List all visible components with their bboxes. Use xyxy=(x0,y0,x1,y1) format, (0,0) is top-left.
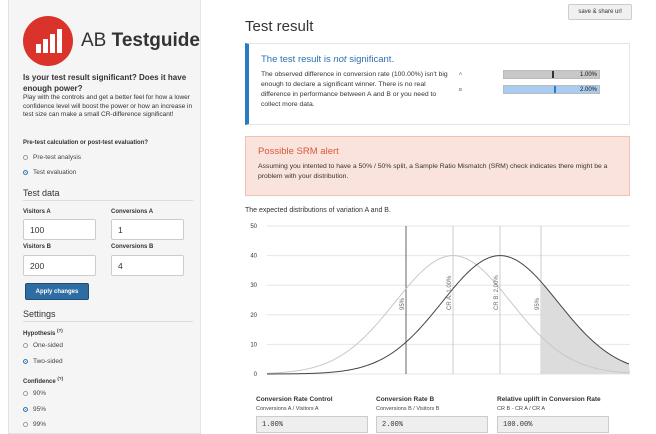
cr-b-field[interactable]: 2.00% xyxy=(376,416,488,433)
y-tick-label: 30 xyxy=(250,283,257,290)
annotation-label: 95% xyxy=(400,297,406,310)
brand-bold: Testguide xyxy=(111,30,200,51)
sidebar xyxy=(8,0,201,434)
visitors-a-label: Visitors A xyxy=(23,209,51,215)
sidebar-intro: Play with the controls and get a better feel for how a lower confidence level will boost the power or how an increase in test size can make a small CR-difference significant! xyxy=(23,94,193,118)
hypothesis-label xyxy=(23,328,63,337)
confidence-help-icon[interactable]: (?) xyxy=(57,376,64,381)
sidebar-question: Is your test result significant? Does it have enough power? xyxy=(23,73,187,93)
distribution-title: The expected distributions of variation A and B. xyxy=(245,207,391,214)
hypothesis-label-text: Hypothesis xyxy=(23,331,56,337)
y-tick-label: 50 xyxy=(250,224,257,230)
radio-label: 90% xyxy=(33,390,47,397)
srm-alert xyxy=(245,136,630,196)
visitors-a-input[interactable]: 100 xyxy=(23,219,96,240)
visitors-b-input[interactable]: 200 xyxy=(23,255,96,276)
y-tick-label: 40 xyxy=(250,253,257,260)
cr-control-field[interactable]: 1.00% xyxy=(256,416,368,433)
confidence-label xyxy=(23,376,63,385)
cr-marker-a xyxy=(552,71,554,78)
cr-bar-b-value: 2.00% xyxy=(579,87,597,93)
radio-confidence-90[interactable] xyxy=(23,390,46,397)
save-share-url-button[interactable]: save & share url xyxy=(568,4,632,20)
distribution-chart xyxy=(245,218,635,376)
radio-label: Pre-test analysis xyxy=(33,154,82,161)
result-panel xyxy=(245,43,630,125)
radio-two-sided[interactable] xyxy=(23,358,63,365)
y-tick-label: 20 xyxy=(250,312,257,319)
radio-dot[interactable] xyxy=(23,391,28,396)
result-title-pre: The test result is xyxy=(261,54,334,65)
logo-bar-chart-icon xyxy=(23,16,73,66)
annotation-label: CR B: 2.00% xyxy=(494,275,500,310)
uplift-field[interactable]: 100.00% xyxy=(497,416,609,433)
page-title: Test result xyxy=(245,18,314,35)
radio-confidence-95[interactable] xyxy=(23,406,46,413)
radio-dot[interactable] xyxy=(23,343,28,348)
divider xyxy=(23,321,193,322)
radio-pre-test[interactable] xyxy=(23,154,81,161)
conversions-b-label: Conversions B xyxy=(111,244,154,250)
conversions-a-input[interactable]: 1 xyxy=(111,219,184,240)
confidence-label-text: Confidence xyxy=(23,379,56,385)
col-cr-control-heading: Conversion Rate Control xyxy=(256,396,333,403)
y-tick-label: 0 xyxy=(253,372,257,376)
logo[interactable] xyxy=(23,16,200,66)
cr-bar-b xyxy=(503,85,600,94)
divider xyxy=(23,200,193,201)
cr-bar-a xyxy=(503,70,600,79)
radio-confidence-99[interactable] xyxy=(23,421,46,428)
srm-title: Possible SRM alert xyxy=(258,146,339,157)
radio-label: Test evaluation xyxy=(33,169,77,176)
col-cr-b-heading: Conversion Rate B xyxy=(376,396,435,403)
result-title-em: not xyxy=(333,54,347,65)
apply-changes-button[interactable]: Apply changes xyxy=(25,283,89,300)
settings-heading: Settings xyxy=(23,309,56,319)
brand-name xyxy=(81,30,200,52)
result-text: The observed difference in conversion rate (100.00%) isn't big enough to declare a significant winner. There is no real difference in performance between A and B or you need to collect more data. xyxy=(261,71,448,108)
brand-light: AB xyxy=(81,30,112,51)
srm-text: Assuming you intented to have a 50% / 50% split, a Sample Ratio Mismatch (SRM) check indicates there might be a problem with your distribution. xyxy=(258,163,608,180)
col-cr-b-sub: Conversions B / Visitors B xyxy=(376,406,440,412)
radio-one-sided[interactable] xyxy=(23,342,63,349)
radio-label: One-sided xyxy=(33,342,63,349)
y-tick-label: 10 xyxy=(250,342,257,349)
radio-dot[interactable] xyxy=(23,422,28,427)
visitors-b-label: Visitors B xyxy=(23,244,51,250)
power-area xyxy=(541,282,630,374)
col-uplift-heading: Relative uplift in Conversion Rate xyxy=(497,396,601,403)
conversions-b-input[interactable]: 4 xyxy=(111,255,184,276)
radio-dot[interactable] xyxy=(23,359,28,364)
col-cr-control-sub: Conversions A / Visitors A xyxy=(256,406,319,412)
radio-dot[interactable] xyxy=(23,407,28,412)
radio-label: 99% xyxy=(33,421,47,428)
test-data-heading: Test data xyxy=(23,188,60,198)
annotation-label: CR A: 1.00% xyxy=(447,275,453,310)
hypothesis-help-icon[interactable]: (?) xyxy=(57,328,63,333)
annotation-label: 95% xyxy=(535,297,541,310)
result-title-post: significant. xyxy=(346,54,395,65)
conversions-a-label: Conversions A xyxy=(111,209,154,215)
radio-label: Two-sided xyxy=(33,358,63,365)
radio-label: 95% xyxy=(33,406,47,413)
compare-label-a: A xyxy=(459,71,463,76)
cr-bar-a-value: 1.00% xyxy=(579,72,597,78)
radio-dot[interactable] xyxy=(23,170,28,175)
result-title xyxy=(261,54,394,65)
radio-test-evaluation[interactable] xyxy=(23,169,76,176)
col-uplift-sub: CR B - CR A / CR A xyxy=(497,406,545,412)
mode-label: Pre-test calculation or post-test evaluation? xyxy=(23,140,149,146)
cr-marker-b xyxy=(554,86,556,93)
radio-dot[interactable] xyxy=(23,155,28,160)
compare-label-b: B xyxy=(459,87,463,92)
